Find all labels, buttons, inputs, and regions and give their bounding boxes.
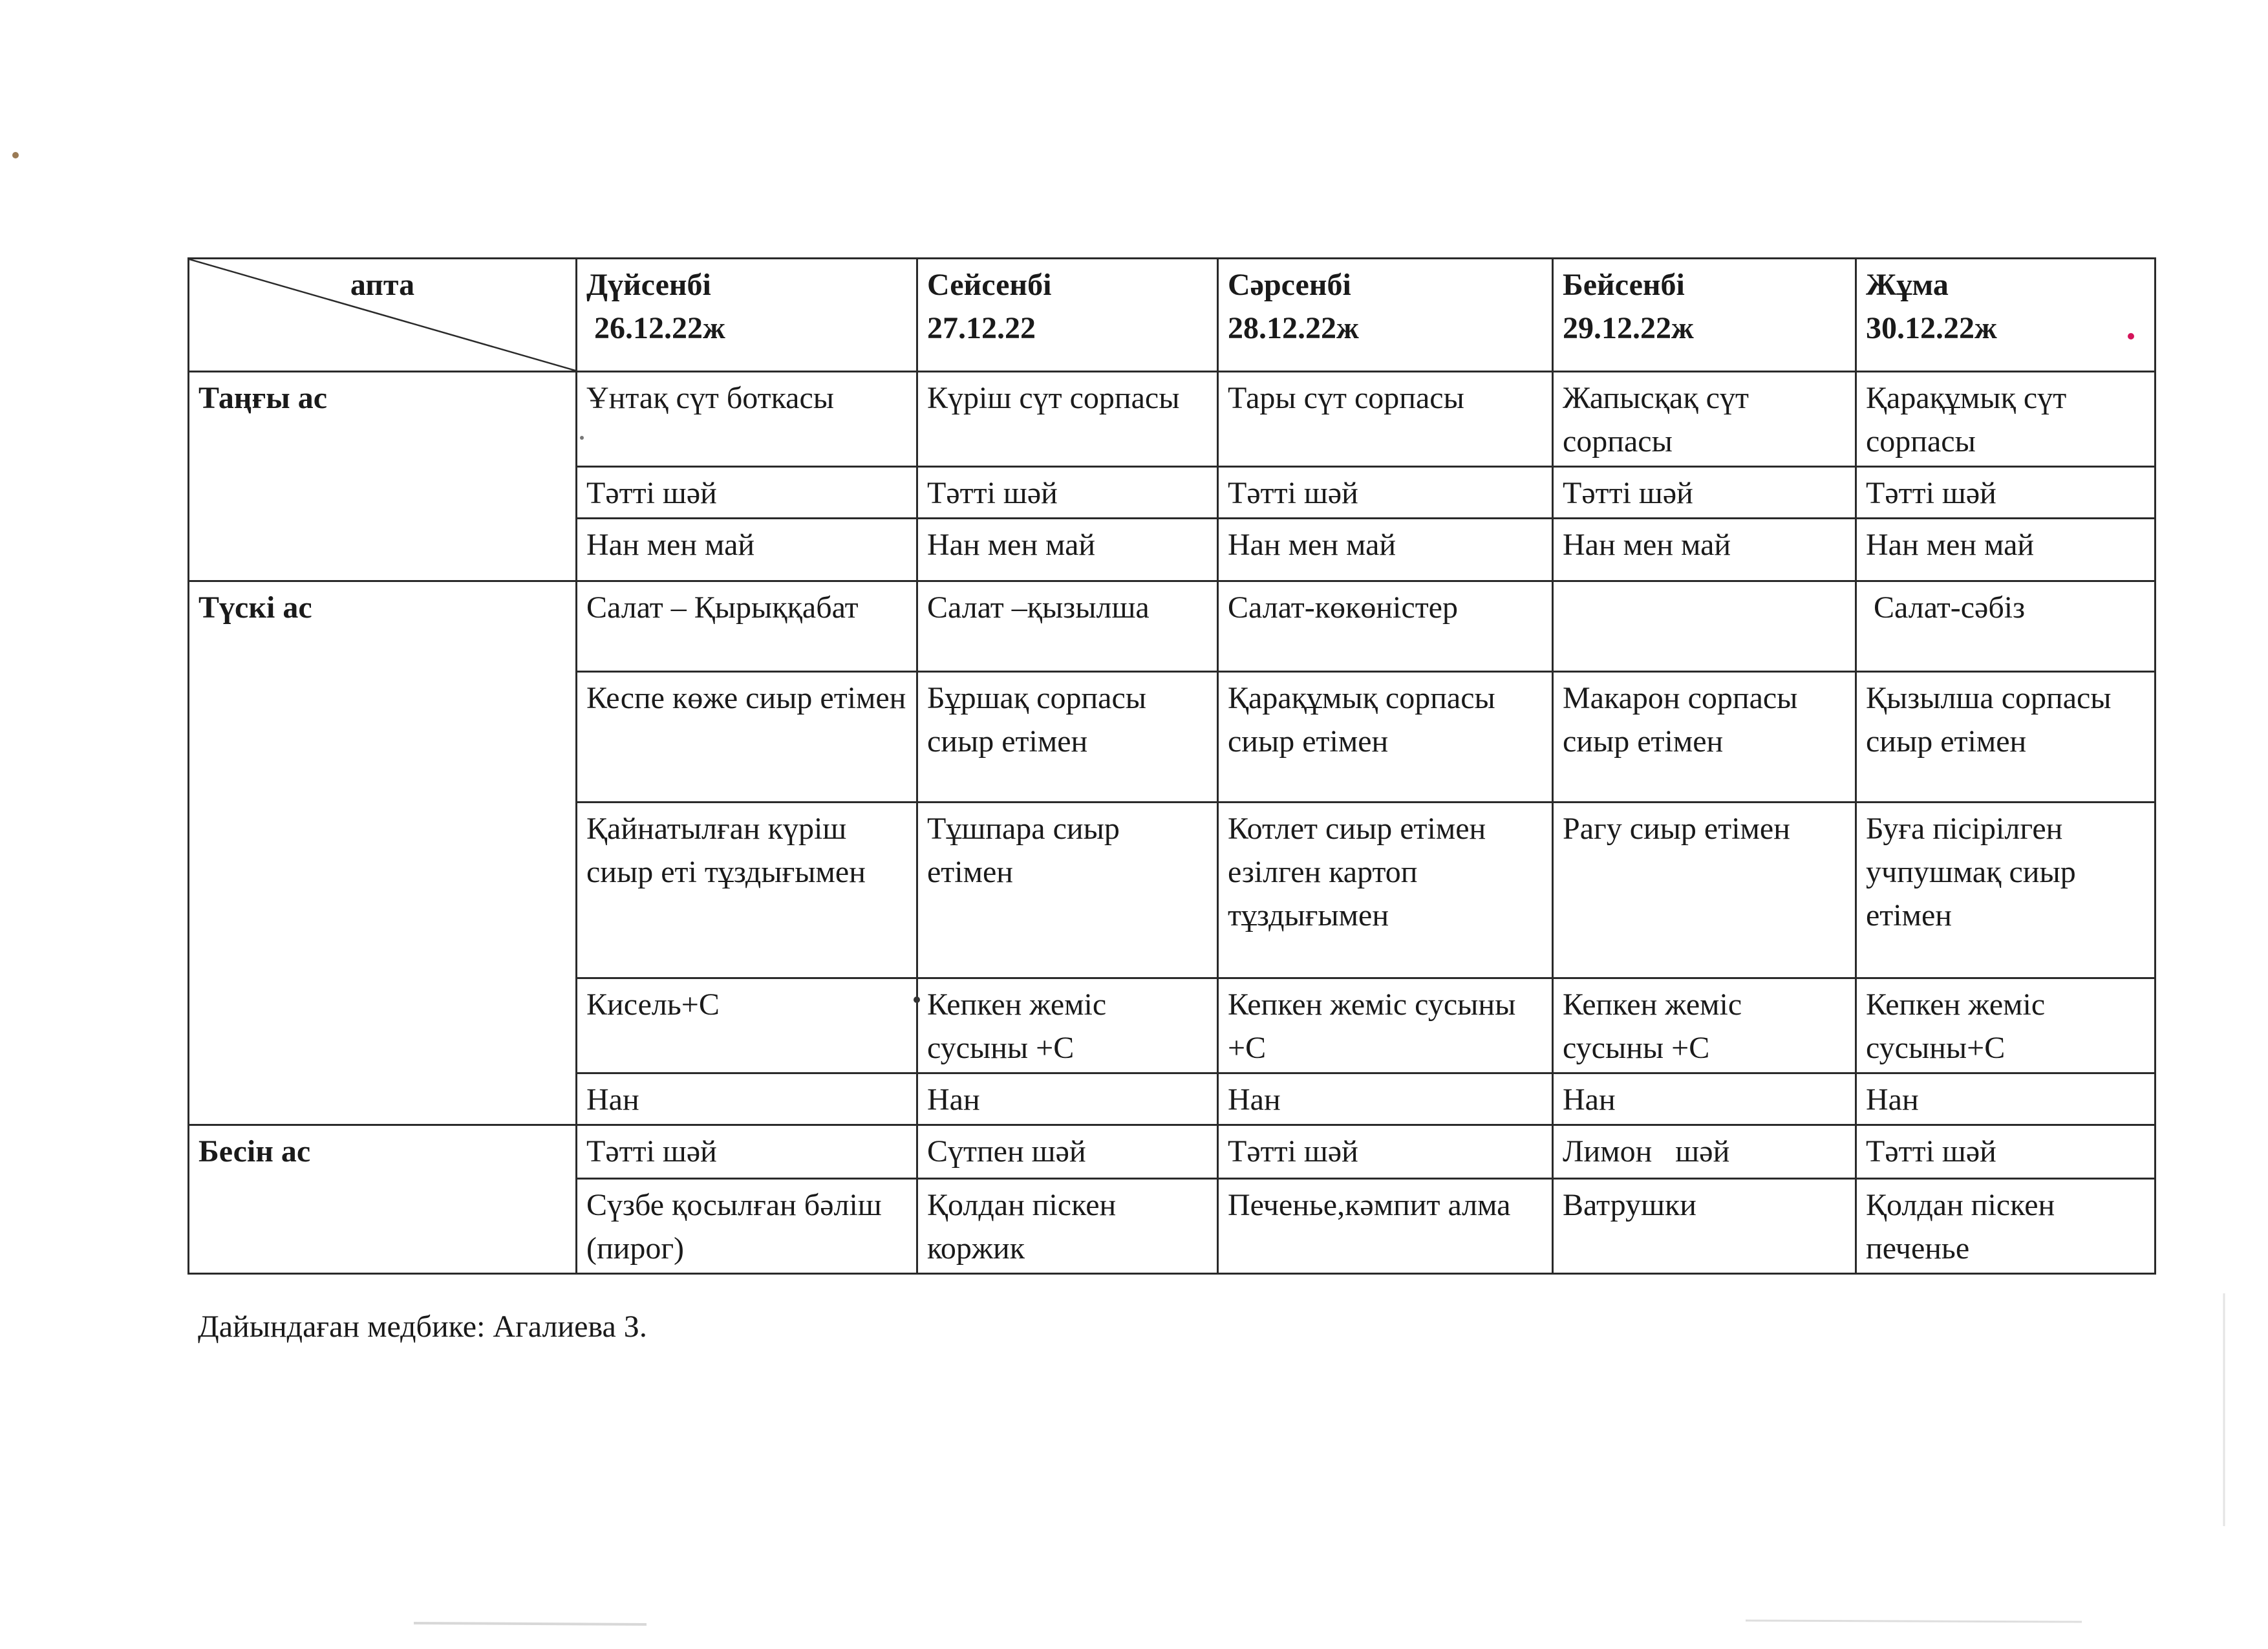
day-header-thursday [1553,259,1856,372]
menu-cell [1553,581,1856,672]
day-date: 27.12.22 [927,311,1036,345]
menu-cell: Нан мен май [577,519,917,581]
menu-cell: Нан мен май [1856,519,2156,581]
menu-cell: Тәтті шәй [1856,1125,2156,1179]
menu-cell: Лимон шәй [1553,1125,1856,1179]
menu-cell: Тары сүт сорпасы [1218,372,1553,467]
day-date: 28.12.22ж [1228,311,1359,345]
menu-cell: Рагу сиыр етімен [1553,803,1856,978]
menu-cell: Буға пісірілген учпушмақ сиыр етімен [1856,803,2156,978]
day-date: 26.12.22ж [586,311,725,345]
day-header-tuesday [917,259,1218,372]
menu-cell: Бұршақ сорпасы сиыр етімен [917,672,1218,803]
menu-cell: Кеспе көже сиыр етімен [577,672,917,803]
day-date: 30.12.22ж [1866,311,1997,345]
menu-cell: Сүтпен шәй [917,1125,1218,1179]
menu-cell: Нан мен май [1218,519,1553,581]
day-name: Сәрсенбі [1228,268,1351,302]
meal-afternoon-snack: Бесін ас [189,1125,577,1274]
menu-cell: Қайнатылған күріш сиыр еті тұздығымен [577,803,917,978]
menu-cell: Жапысқақ сүт сорпасы [1553,372,1856,467]
weekly-menu-table [187,257,2156,1275]
corner-cell [189,259,577,372]
header-row [189,259,2156,372]
menu-cell: Қолдан піскен коржик [917,1179,1218,1274]
menu-cell: Кисель+С [577,978,917,1073]
menu-cell: Салат –қызылша [917,581,1218,672]
menu-cell: Нан [1553,1073,1856,1125]
day-date: 29.12.22ж [1563,311,1694,345]
menu-cell: Кепкен жеміс сусыны +С [1218,978,1553,1073]
menu-cell: Котлет сиыр етімен езілген картоп тұздығымен [1218,803,1553,978]
prepared-by-note: Дайындаған медбике: Агалиева З. [198,1310,647,1344]
menu-cell: Қызылша сорпасы сиыр етімен [1856,672,2156,803]
meal-lunch: Түскі ас [189,581,577,1125]
menu-cell: Нан мен май [917,519,1218,581]
menu-cell: Нан [917,1073,1218,1125]
week-label: апта [350,268,415,302]
menu-cell: Қолдан піскен печенье [1856,1179,2156,1274]
day-name: Бейсенбі [1563,268,1685,302]
day-header-monday [577,259,917,372]
menu-cell: Тәтті шәй [1553,467,1856,519]
meal-breakfast: Таңғы ас [189,372,577,581]
menu-cell: Салат – Қырыққабат [577,581,917,672]
day-name: Жұма [1866,268,1949,302]
menu-cell: Тәтті шәй [1218,1125,1553,1179]
menu-cell: Кепкен жеміс сусыны+С [1856,978,2156,1073]
table-row [189,581,2156,672]
day-name: Дүйсенбі [586,268,711,302]
table-row [189,372,2156,467]
menu-cell: Күріш сүт сорпасы [917,372,1218,467]
menu-cell: Тәтті шәй [917,467,1218,519]
table-row [189,1125,2156,1179]
menu-cell: Нан [577,1073,917,1125]
day-name: Сейсенбі [927,268,1052,302]
menu-cell: Сүзбе қосылған бәліш (пирог) [577,1179,917,1274]
menu-cell: Тәтті шәй [1218,467,1553,519]
menu-cell: Салат-көкөністер [1218,581,1553,672]
menu-cell: Нан [1218,1073,1553,1125]
menu-cell: Нан мен май [1553,519,1856,581]
menu-cell: Тәтті шәй [1856,467,2156,519]
menu-cell: Тұшпара сиыр етімен [917,803,1218,978]
menu-cell: Қарақұмық сорпасы сиыр етімен [1218,672,1553,803]
menu-cell: Кепкен жеміс сусыны +С [917,978,1218,1073]
menu-cell: Тәтті шәй [577,467,917,519]
day-header-wednesday [1218,259,1553,372]
menu-cell: Ватрушки [1553,1179,1856,1274]
menu-cell: Кепкен жеміс сусыны +С [1553,978,1856,1073]
day-header-friday [1856,259,2156,372]
menu-cell: Қарақұмық сүт сорпасы [1856,372,2156,467]
menu-cell: Печенье,кәмпит алма [1218,1179,1553,1274]
menu-cell: Макарон сорпасы сиыр етімен [1553,672,1856,803]
menu-cell: Тәтті шәй [577,1125,917,1179]
menu-cell: Салат-сәбіз [1856,581,2156,672]
menu-cell: Ұнтақ сүт боткасы [577,372,917,467]
menu-cell: Нан [1856,1073,2156,1125]
